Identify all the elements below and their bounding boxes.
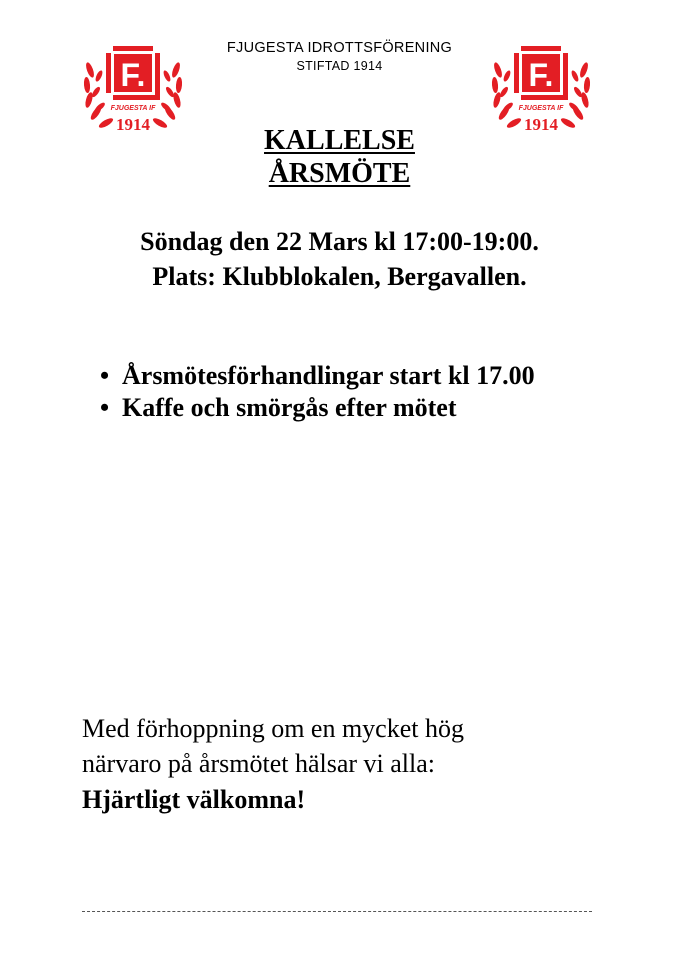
bullet-icon: • (100, 393, 110, 422)
svg-text:FJUGESTA IF: FJUGESTA IF (518, 105, 564, 112)
org-name: FJUGESTA IDROTTSFÖRENING (226, 40, 453, 56)
event-date-time: Söndag den 22 Mars kl 17:00-19:00. (140, 227, 539, 256)
agenda-list (100, 360, 535, 424)
svg-text:F.: F. (528, 57, 554, 93)
title-kallelse: KALLELSE (264, 125, 415, 156)
svg-text:F.: F. (120, 57, 146, 93)
welcome-text: Hjärtligt välkomna! (82, 785, 306, 814)
dashed-divider (82, 911, 592, 912)
org-founded: STIFTAD 1914 (296, 59, 383, 73)
svg-text:FJUGESTA IF: FJUGESTA IF (110, 105, 156, 112)
event-location: Plats: Klubblokalen, Bergavallen. (152, 262, 527, 291)
closing-line: Med förhoppning om en mycket hög (82, 714, 464, 743)
title-arsmote: ÅRSMÖTE (268, 158, 411, 189)
closing-line: närvaro på årsmötet hälsar vi alla: (82, 749, 436, 778)
agenda-item (100, 360, 535, 392)
agenda-item (100, 392, 535, 424)
agenda-item-text: Kaffe och smörgås efter mötet (122, 393, 457, 422)
agenda-item-text: Årsmötesförhandlingar start kl 17.00 (122, 361, 535, 390)
bullet-icon: • (100, 361, 110, 390)
svg-text:1914: 1914 (524, 115, 558, 134)
svg-text:1914: 1914 (116, 115, 150, 134)
